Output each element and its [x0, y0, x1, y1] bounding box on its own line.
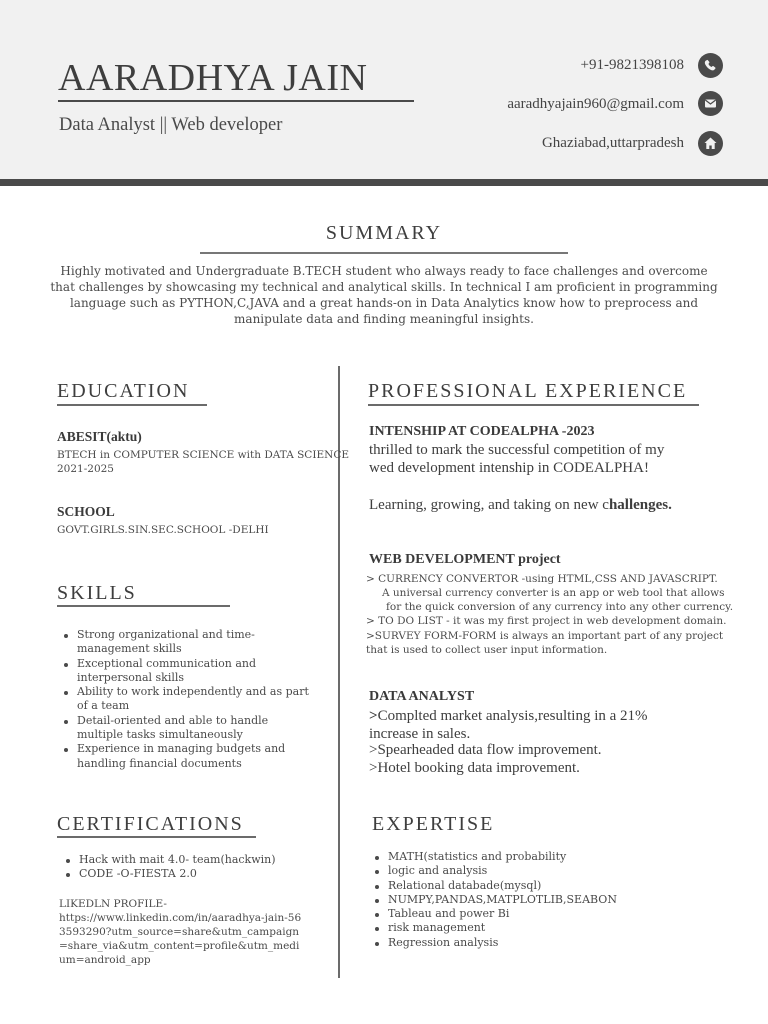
home-icon	[698, 131, 723, 156]
candidate-role: Data Analyst || Web developer	[59, 115, 283, 135]
name-underline	[58, 100, 414, 102]
list-item: logic and analysis	[370, 864, 670, 878]
list-item: CODE -O-FIESTA 2.0	[61, 867, 331, 881]
summary-heading: SUMMARY	[325, 222, 443, 244]
list-item: Detail-oriented and able to handle multiple tasks simultaneously	[59, 714, 309, 743]
summary-text: Highly motivated and Undergraduate B.TECH student who always ready to face challenges and overcome that challenges by showcasing my technical and analytical skills. In technical I am proficient in programming language such as PYTHON,C,JAVA and a great hands-on in Data Analytics know how to preprocess and manipulate data and finding meaningful insights.	[50, 264, 718, 326]
internship-heading: INTENSHIP AT CODEALPHA -2023	[369, 424, 595, 439]
summary-underline	[200, 252, 568, 254]
list-item: Strong organizational and time-management skills	[59, 628, 309, 657]
contact-email[interactable]: aaradhyajain960@gmail.com	[507, 96, 684, 112]
internship-text: thrilled to mark the successful competition of my wed development intenship in CODEALPHA!	[369, 442, 665, 476]
school-name: GOVT.GIRLS.SIN.SEC.SCHOOL -DELHI	[57, 524, 269, 536]
header-divider-bar	[0, 179, 768, 186]
expertise-heading: EXPERTISE	[372, 813, 495, 835]
webdev-line-4: > TO DO LIST - it was my first project in web development domain.	[366, 615, 727, 627]
experience-underline	[368, 404, 699, 406]
education-heading: EDUCATION	[57, 380, 190, 402]
school-heading: SCHOOL	[57, 504, 115, 519]
mail-icon	[698, 91, 723, 116]
contact-address: Ghaziabad,uttarpradesh	[541, 135, 684, 151]
list-item: Hack with mait 4.0- team(hackwin)	[61, 853, 331, 867]
list-item: Exceptional communication and interpersonal skills	[59, 657, 309, 686]
skills-underline	[57, 605, 230, 607]
experience-heading: PROFESSIONAL EXPERIENCE	[368, 380, 688, 402]
analyst-line-3: >Hotel booking data improvement.	[369, 760, 580, 776]
webdev-heading: WEB DEVELOPMENT project	[369, 552, 561, 567]
webdev-line-1: > CURRENCY CONVERTOR -using HTML,CSS AND JAVASCRIPT.	[366, 573, 718, 585]
education-underline	[57, 404, 207, 406]
analyst-line-1	[369, 707, 679, 743]
skills-list	[59, 628, 309, 771]
webdev-line-5: >SURVEY FORM-FORM is always an important part of any project that is used to collect user input information.	[366, 630, 724, 656]
list-item: Regression analysis	[370, 936, 670, 950]
internship-text-2a: Learning, growing, and taking on new c	[369, 497, 609, 513]
list-item: NUMPY,PANDAS,MATPLOTLIB,SEABON	[370, 893, 670, 907]
linkedin-label: LIKEDLN PROFILE-	[59, 898, 167, 910]
list-item: Tableau and power Bi	[370, 907, 670, 921]
list-item: MATH(statistics and probability	[370, 850, 670, 864]
skills-heading: SKILLS	[57, 582, 137, 604]
list-item: Experience in managing budgets and handling financial documents	[59, 742, 309, 771]
internship-text-2	[369, 496, 674, 514]
education-years: 2021-2025	[57, 463, 114, 475]
linkedin-url[interactable]: https://www.linkedin.com/in/aaradhya-jain-563593290?utm_source=share&utm_campaign=share_via&utm_content=profile&utm_medium=android_app	[59, 912, 302, 966]
certifications-list	[61, 853, 331, 882]
list-item: Relational databade(mysql)	[370, 879, 670, 893]
phone-icon	[698, 53, 723, 78]
analyst-bullet: >	[369, 708, 378, 724]
candidate-name: AARADHYA JAIN	[58, 57, 368, 99]
analyst-heading: DATA ANALYST	[369, 689, 475, 704]
webdev-line-3: for the quick conversion of any currency into any other currency.	[386, 601, 734, 613]
education-degree: BTECH in COMPUTER SCIENCE with DATA SCIENCE	[57, 449, 350, 461]
certifications-underline	[57, 836, 256, 838]
list-item: Ability to work independently and as part of a team	[59, 685, 309, 714]
expertise-list	[370, 850, 670, 950]
webdev-line-2: A universal currency converter is an app or web tool that allows	[382, 587, 725, 599]
analyst-line-1-text: Complted market analysis,resulting in a 21% increase in sales.	[369, 708, 648, 742]
analyst-line-2: >Spearheaded data flow improvement.	[369, 742, 602, 758]
education-college: ABESIT(aktu)	[57, 429, 142, 444]
certifications-heading: CERTIFICATIONS	[57, 813, 244, 835]
contact-phone: +91-9821398108	[580, 57, 684, 73]
list-item: risk management	[370, 921, 670, 935]
internship-text-2b: hallenges.	[608, 497, 672, 513]
